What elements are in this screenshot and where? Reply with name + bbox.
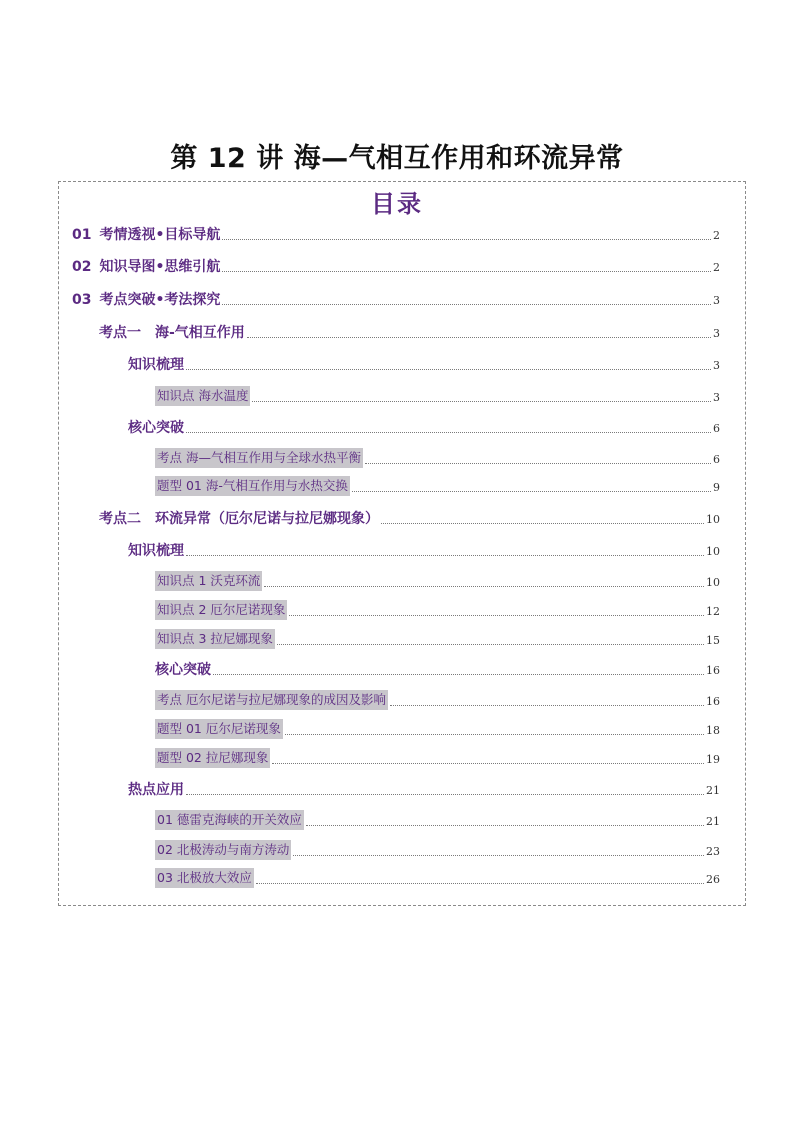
toc-page-number: 10: [706, 545, 720, 558]
toc-entry-tixing-1-01[interactable]: [155, 474, 720, 496]
toc-entry-label: 知识梳理: [128, 357, 184, 373]
toc-entry-redian-01[interactable]: [155, 808, 720, 830]
toc-entry-label: 知识点 2 厄尔尼诺现象: [155, 600, 287, 620]
toc-entry-label: 题型 01 厄尔尼诺现象: [155, 719, 283, 739]
toc-leader-dots: [306, 825, 704, 826]
toc-leader-dots: [277, 644, 704, 645]
toc-leader-dots: [222, 304, 711, 305]
toc-entry-hexin-2[interactable]: [155, 657, 720, 679]
toc-entry-label: 考点一 海-气相互作用: [99, 325, 245, 341]
toc-entry-kaodian-sub-2[interactable]: [155, 688, 720, 710]
page-title: 第 12 讲 海—气相互作用和环流异常: [170, 143, 624, 174]
toc-leader-dots: [186, 794, 704, 795]
toc-entry-redian-03[interactable]: [155, 866, 720, 888]
toc-page-number: 3: [713, 391, 720, 404]
toc-entry-label: 知识点 3 拉尼娜现象: [155, 629, 275, 649]
toc-leader-dots: [252, 401, 711, 402]
toc-page-number: 26: [706, 873, 720, 886]
toc-entry-redian[interactable]: [128, 777, 720, 799]
toc-entry-tixing-2-02[interactable]: [155, 746, 720, 768]
toc-leader-dots: [272, 763, 704, 764]
toc-page-number: 6: [713, 422, 720, 435]
toc-leader-dots: [381, 523, 704, 524]
toc-leader-dots: [352, 491, 711, 492]
toc-entry-03[interactable]: [72, 287, 720, 309]
toc-entry-tixing-2-01[interactable]: [155, 717, 720, 739]
toc-leader-dots: [285, 734, 704, 735]
toc-entry-kaodian-1[interactable]: [99, 320, 720, 342]
toc-leader-dots: [256, 883, 704, 884]
toc-leader-dots: [289, 615, 704, 616]
toc-leader-dots: [293, 855, 704, 856]
toc-leader-dots: [222, 271, 711, 272]
toc-entry-label: 01 德雷克海峡的开关效应: [155, 810, 304, 830]
toc-entry-zhishi-1[interactable]: [128, 352, 720, 374]
toc-page-number: 2: [713, 229, 720, 242]
toc-page-number: 19: [706, 753, 720, 766]
toc-page-number: 10: [706, 513, 720, 526]
toc-page-number: 16: [706, 664, 720, 677]
toc-entry-label: 热点应用: [128, 782, 184, 798]
toc-entry-label: 考情透视•目标导航: [99, 227, 221, 243]
toc-page-number: 18: [706, 724, 720, 737]
toc-page-number: 21: [706, 815, 720, 828]
toc-entry-number: 03: [72, 292, 92, 308]
toc-leader-dots: [186, 369, 711, 370]
toc-entry-label: 03 北极放大效应: [155, 868, 254, 888]
toc-entry-label: 题型 01 海-气相互作用与水热交换: [155, 476, 350, 496]
toc-entry-02[interactable]: [72, 254, 720, 276]
toc-entry-label: 核心突破: [128, 420, 184, 436]
toc-entry-label: 考点 厄尔尼诺与拉尼娜现象的成因及影响: [155, 690, 388, 710]
toc-page-number: 3: [713, 359, 720, 372]
toc-page-number: 12: [706, 605, 720, 618]
toc-entry-zhishidian[interactable]: [155, 384, 720, 406]
toc-leader-dots: [390, 705, 704, 706]
toc-leader-dots: [186, 555, 704, 556]
toc-entry-label: 考点二 环流异常（厄尔尼诺与拉尼娜现象）: [99, 511, 379, 527]
toc-entry-kaodian-sub-1[interactable]: [155, 446, 720, 468]
toc-page-number: 3: [713, 327, 720, 340]
toc-entry-zhishi-2[interactable]: [128, 538, 720, 560]
toc-entry-label: 知识点 1 沃克环流: [155, 571, 262, 591]
toc-page-number: 15: [706, 634, 720, 647]
toc-leader-dots: [264, 586, 704, 587]
toc-leader-dots: [247, 337, 711, 338]
toc-page-number: 16: [706, 695, 720, 708]
toc-page-number: 3: [713, 294, 720, 307]
toc-page-number: 9: [713, 481, 720, 494]
toc-leader-dots: [365, 463, 711, 464]
toc-entry-label: 题型 02 拉尼娜现象: [155, 748, 270, 768]
toc-entry-zhishidian-2[interactable]: [155, 598, 720, 620]
toc-page-number: 21: [706, 784, 720, 797]
toc-entry-label: 考点突破•考法探究: [99, 292, 221, 308]
toc-entry-label: 考点 海—气相互作用与全球水热平衡: [155, 448, 363, 468]
toc-entry-label: 核心突破: [155, 662, 211, 678]
toc-leader-dots: [186, 432, 711, 433]
toc-entry-hexin-1[interactable]: [128, 415, 720, 437]
toc-entry-redian-02[interactable]: [155, 838, 720, 860]
toc-page-number: 6: [713, 453, 720, 466]
toc-page-number: 23: [706, 845, 720, 858]
toc-entry-kaodian-2[interactable]: [99, 506, 720, 528]
toc-entry-zhishidian-3[interactable]: [155, 627, 720, 649]
toc-entry-number: 01: [72, 227, 92, 243]
toc-leader-dots: [222, 239, 711, 240]
toc-entry-label: 知识点 海水温度: [155, 386, 250, 406]
toc-page-number: 2: [713, 261, 720, 274]
toc-entry-number: 02: [72, 259, 92, 275]
toc-heading: 目录: [371, 190, 423, 218]
toc-entry-label: 知识梳理: [128, 543, 184, 559]
toc-entry-label: 02 北极涛动与南方涛动: [155, 840, 291, 860]
toc-entry-01[interactable]: [72, 222, 720, 244]
toc-leader-dots: [213, 674, 704, 675]
toc-entry-label: 知识导图•思维引航: [99, 259, 221, 275]
toc-entry-zhishidian-1[interactable]: [155, 569, 720, 591]
toc-page-number: 10: [706, 576, 720, 589]
